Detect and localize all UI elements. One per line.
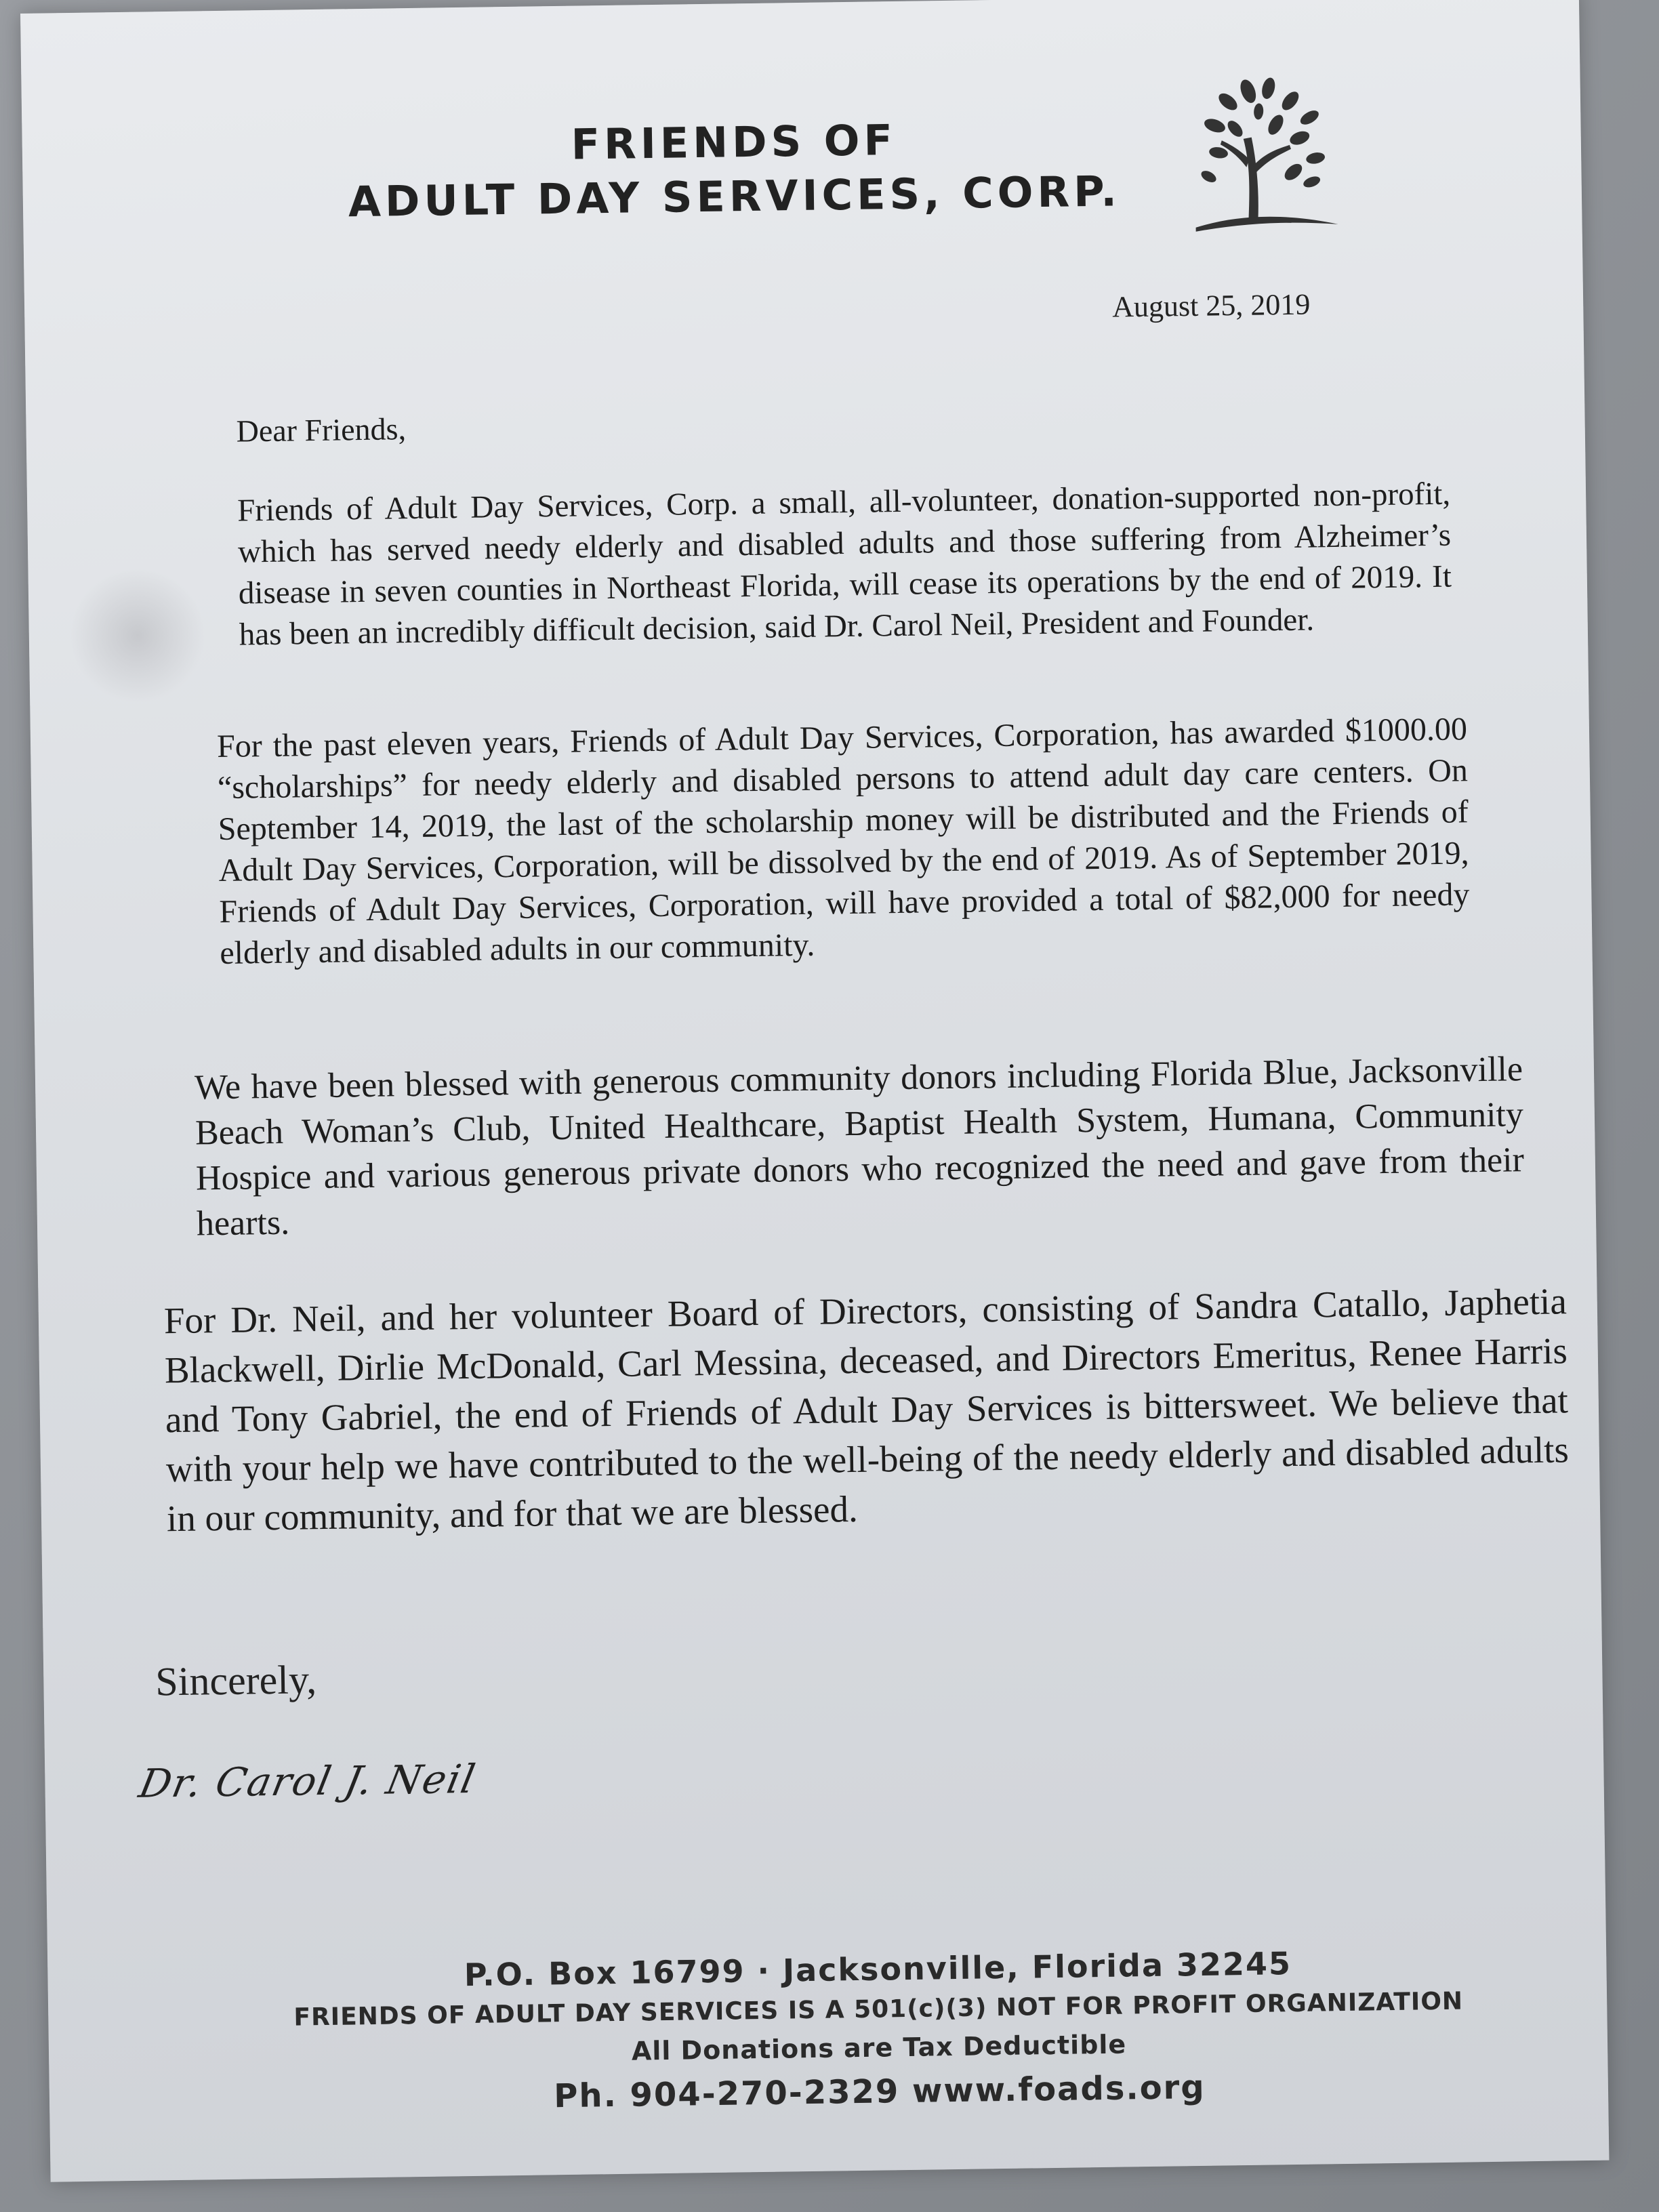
footer-contact: Ph. 904-270-2329 www.foads.org [553, 2068, 1206, 2116]
paragraph-3: We have been blessed with generous community donors including Florida Blue, Jacksonville Beach Woman’s Club, United Healthcare, Baptist Health System, Humana, Community Hospice and various generous private donors who recognized the need and gave from their hearts. [194, 1050, 1525, 1244]
paragraph-4: For Dr. Neil, and her volunteer Board of Directors, consisting of Sandra Catallo, Japhetia Blackwell, Dirlie McDonald, Carl Messina, deceased, and Directors Emeritus, Renee Harris and Tony Gabriel, the end of Friends of Adult Day Services is bittersweet. We believe that with your help we have contributed to the well-being of the needy elderly and disabled adults in our community, and for that we are blessed. [163, 1280, 1570, 1540]
footer-status: FRIENDS OF ADULT DAY SERVICES IS A 501(c)(3) NOT FOR PROFIT ORGANIZATION [293, 1987, 1464, 2032]
letter-sheet [20, 0, 1609, 2182]
paragraph-2: For the past eleven years, Friends of Adult Day Services, Corporation, has awarded $1000.00 “scholarships” for needy elderly and disabled persons to attend adult day care centers. On September 14, 2019, the last of the scholarship money will be distributed and the Friends of Adult Day Services, Corporation, will be dissolved by the end of 2019. As of September 2019, Friends of Adult Day Services, Corporation, will have provided a total of $82,000 for needy elderly and disabled adults in our community. [216, 711, 1470, 972]
paper-smudge [68, 567, 206, 704]
paragraph-1: Friends of Adult Day Services, Corp. a small, all-volunteer, donation-supported non-profit, which has served needy elderly and disabled adults and those suffering from Alzheimer’s disease in seven counties in Northeast Florida, will cease its operations by the end of 2019. It has been an incredibly difficult decision, said Dr. Carol Neil, President and Founder. [237, 476, 1452, 653]
salutation: Dear Friends, [236, 411, 407, 449]
footer-tax: All Donations are Tax Deductible [631, 2029, 1127, 2066]
footer [251, 1938, 1507, 2125]
letter-date: August 25, 2019 [1111, 287, 1311, 324]
letterhead [293, 109, 1175, 230]
tree-logo-icon [1166, 62, 1359, 241]
letterhead-line-2: ADULT DAY SERVICES, CORP. [348, 166, 1122, 227]
letterhead-line-1: FRIENDS OF [571, 115, 897, 169]
closing: Sincerely, [155, 1657, 317, 1704]
signature: Dr. Carol J. Neil [135, 1755, 480, 1807]
footer-address: P.O. Box 16799 · Jacksonville, Florida 32245 [464, 1945, 1292, 1994]
